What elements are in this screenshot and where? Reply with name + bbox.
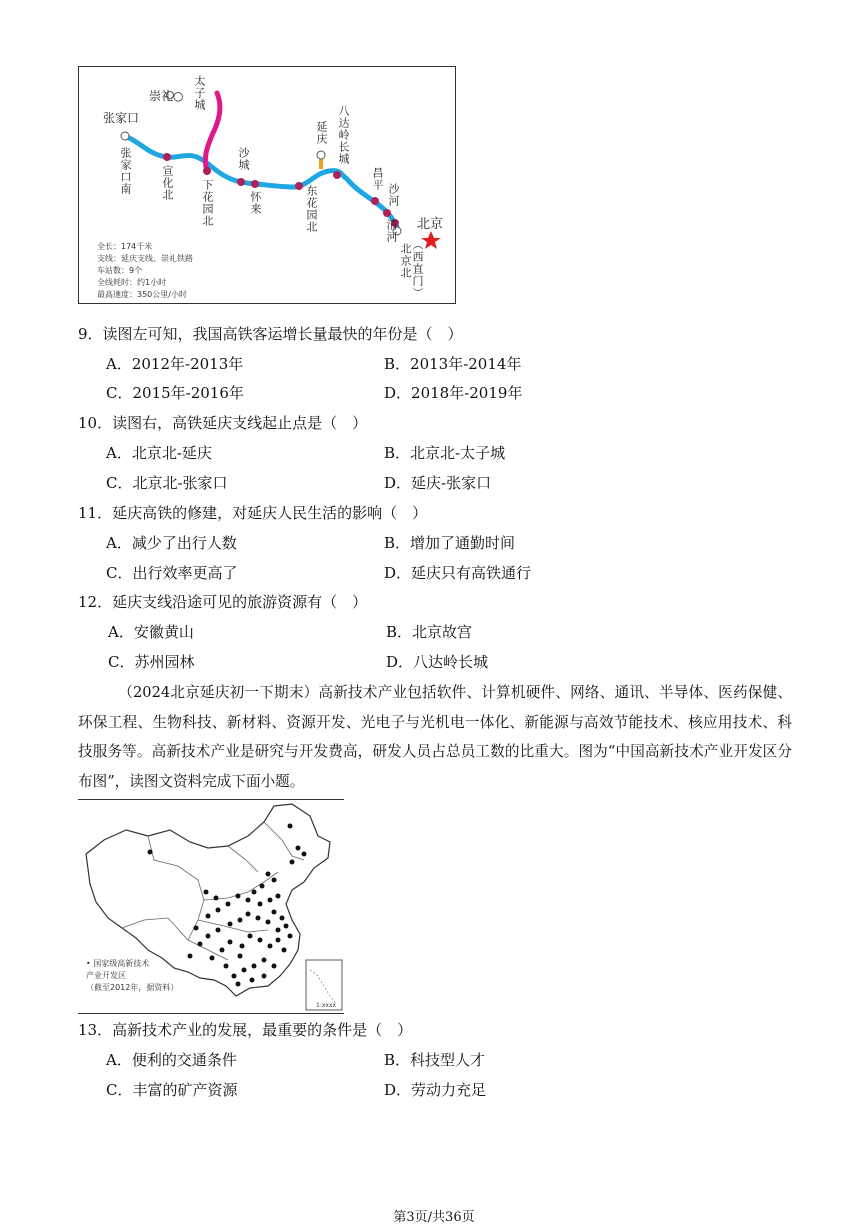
station-label-huailai: 怀来 [249, 191, 262, 215]
option-10a[interactable]: A．北京北-延庆 [106, 444, 212, 462]
option-11a[interactable]: A．减少了出行人数 [106, 534, 237, 552]
station-label-changping: 昌平 [371, 167, 384, 191]
china-map-legend: • 国家级高新技术 产业开发区 （截至2012年，据资料） [86, 959, 179, 992]
option-13a[interactable]: A．便利的交通条件 [106, 1051, 237, 1069]
option-10b[interactable]: B．北京北-太子城 [384, 444, 506, 462]
beijing-star-icon [421, 231, 441, 249]
question-9: 9．读图左可知，我国高铁客运增长量最快的年份是（ ） [78, 325, 463, 343]
station-label-beijingbei: 北京北 [399, 243, 412, 279]
station-label-beijing: 北京 [417, 217, 444, 232]
station-dot [163, 153, 171, 161]
station-label-taizicheng: 太子城 [193, 75, 206, 111]
question-12: 12．延庆支线沿途可见的旅游资源有（ ） [78, 593, 368, 611]
station-label-shahe: 沙河 [387, 183, 400, 207]
option-12a[interactable]: A．安徽黄山 [108, 623, 194, 641]
page-footer: 第3页/共36页 [393, 1210, 475, 1225]
option-13c[interactable]: C．丰富的矿产资源 [106, 1081, 238, 1099]
option-9c[interactable]: C．2015年-2016年 [106, 384, 244, 402]
station-dot [251, 180, 259, 188]
station-dot [121, 132, 129, 140]
china-map-scale: 1:xxxx [316, 1002, 337, 1009]
option-11b[interactable]: B．增加了通勤时间 [384, 534, 516, 552]
station-dot [237, 178, 245, 186]
option-13d[interactable]: D．劳动力充足 [384, 1081, 487, 1099]
question-13: 13．高新技术产业的发展，最重要的条件是（ ） [78, 1021, 413, 1039]
option-11c[interactable]: C．出行效率更高了 [106, 564, 238, 582]
option-11d[interactable]: D．延庆只有高铁通行 [384, 564, 532, 582]
option-12d[interactable]: D．八达岭长城 [386, 653, 489, 671]
map-legend: 全长：174千米 支线：延庆支线、崇礼铁路 车站数：9个 全线耗时：约1小时 最高速度：350公里/小时 [97, 242, 193, 299]
station-label-chongli: 崇礼○ [149, 89, 184, 103]
option-13b[interactable]: B．科技型人才 [384, 1051, 486, 1069]
station-label-xizhimen: （西直门） [411, 239, 424, 299]
station-label-shacheng: 沙城 [237, 147, 250, 171]
station-dot [383, 209, 391, 217]
option-12c[interactable]: C．苏州园林 [108, 653, 195, 671]
station-dot [295, 182, 303, 190]
option-9a[interactable]: A．2012年-2013年 [106, 355, 244, 373]
passage-text: （2024北京延庆初一下期末）高新技术产业包括软件、计算机硬件、网络、通讯、半导体、医药保健、环保工程、生物科技、新材料、资源开发、光电子与光机电一体化、新能源与高效节能技术、核应用技术、科技服务等。高新技术产业是研究与开发费高，研发人员占总员工数的比重大。图为“中国高新技术产业开发区分布图”，读图文资料完成下面小题。 [78, 684, 792, 790]
option-9d[interactable]: D．2018年-2019年 [384, 384, 523, 402]
station-dot [317, 151, 325, 159]
station-label-xuanhuabei: 宣化北 [161, 165, 174, 201]
option-10c[interactable]: C．北京北-张家口 [106, 474, 228, 492]
station-label-qinghe: 清河 [385, 219, 398, 243]
station-dot [203, 167, 211, 175]
station-dot [371, 197, 379, 205]
china-map [78, 799, 344, 1014]
question-11: 11．延庆高铁的修建，对延庆人民生活的影响（ ） [78, 504, 428, 522]
option-12b[interactable]: B．北京故宫 [386, 623, 473, 641]
option-9b[interactable]: B．2013年-2014年 [384, 355, 522, 373]
station-label-donghuayuanbei: 东花园北 [305, 185, 318, 233]
station-label-badaling: 八达岭长城 [337, 105, 350, 165]
station-dot [333, 171, 341, 179]
question-10: 10．读图右，高铁延庆支线起止点是（ ） [78, 414, 368, 432]
station-label-yanqing: 延庆 [315, 121, 328, 145]
rail-map [78, 66, 456, 304]
station-label-zhangjiakou-v: 张家口南 [119, 147, 132, 195]
station-label-xiahuayuanbei: 下花园北 [201, 179, 214, 227]
chongli-branch-line [205, 93, 220, 171]
option-10d[interactable]: D．延庆-张家口 [384, 474, 492, 492]
station-label-zhangjiakou: 张家口 [103, 111, 140, 125]
